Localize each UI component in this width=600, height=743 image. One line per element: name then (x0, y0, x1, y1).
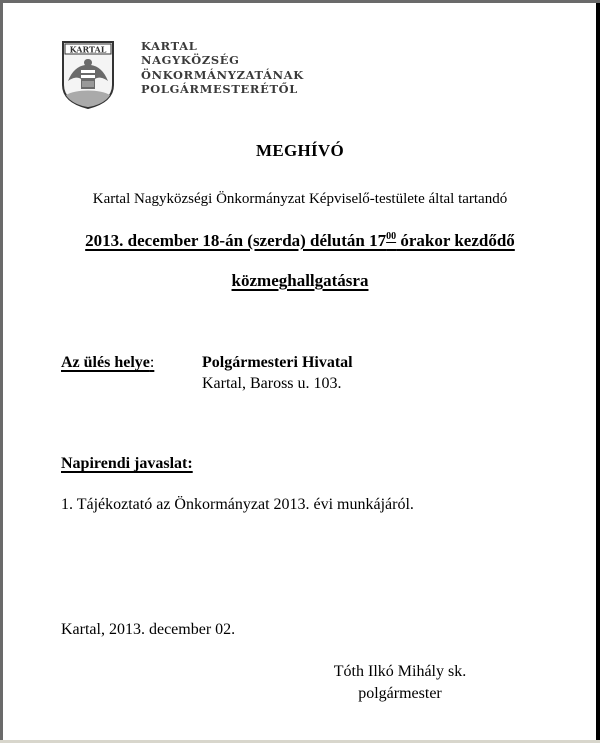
agenda-label: Napirendi javaslat: (61, 455, 193, 472)
document-subtitle: Kartal Nagyközségi Önkormányzat Képviselő-testülete által tartandó (92, 191, 508, 207)
coat-of-arms-icon (60, 39, 116, 109)
agenda-item: 1. Tájékoztató az Önkormányzat 2013. évi munkájáról. (61, 496, 414, 513)
document-title: MEGHÍVÓ (255, 141, 345, 160)
venue-name: Polgármesteri Hivatal (202, 354, 353, 371)
event-type: közmeghallgatásra (231, 271, 369, 290)
crest-label: KARTAL (69, 44, 107, 55)
venue-label (61, 354, 154, 372)
letterhead-line: NAGYKÖZSÉG (141, 53, 240, 68)
letterhead-logo (57, 36, 304, 112)
meeting-time-minutes: 00 (386, 231, 397, 242)
letterhead-line: POLGÁRMESTERÉTŐL (141, 82, 298, 97)
signatory-name: Tóth Ilkó Mihály sk. (333, 663, 467, 680)
meeting-date-suffix: órakor kezdődő (396, 231, 515, 250)
place-and-date: Kartal, 2013. december 02. (61, 621, 236, 638)
letterhead-line: KARTAL (141, 39, 198, 53)
signature-block (290, 661, 510, 705)
meeting-date-text: 2013. december 18-án (szerda) délután 17 (85, 231, 387, 250)
letterhead-text (141, 39, 304, 97)
venue-address: Kartal, Baross u. 103. (202, 375, 342, 392)
letterhead-line: ÖNKORMÁNYZATÁNAK (141, 67, 304, 82)
venue-label-colon: : (149, 354, 155, 371)
meeting-date-line (0, 231, 600, 251)
signatory-title: polgármester (358, 685, 442, 702)
page-frame-right (596, 3, 600, 740)
venue-label-text: Az ülés helye (61, 354, 150, 371)
